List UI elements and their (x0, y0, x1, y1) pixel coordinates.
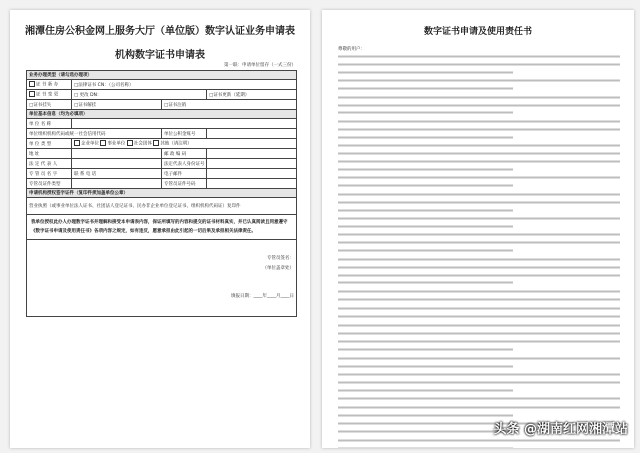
text-line (338, 240, 620, 246)
legal-rep-field[interactable] (72, 159, 162, 169)
text-paragraph (338, 232, 620, 253)
text-line (338, 388, 513, 394)
text-line (338, 62, 620, 68)
text-paragraph (338, 289, 620, 295)
text-paragraph (338, 306, 620, 312)
text-line (338, 70, 513, 76)
right-document-page (322, 10, 634, 448)
text-line (338, 192, 620, 198)
id-type-label: 专管员证件类型 (27, 179, 72, 189)
checkbox-icon[interactable] (100, 140, 106, 146)
text-paragraph (338, 356, 620, 369)
text-line (338, 372, 620, 378)
text-paragraph (338, 216, 620, 229)
text-line (338, 446, 513, 448)
section-business-type: 业务办理类型（请勾选办理项） (27, 71, 297, 80)
email-field[interactable] (207, 169, 297, 179)
text-line (338, 331, 620, 337)
manager-label: 专 管 员 名 字 (27, 169, 72, 179)
checkbox-icon (29, 91, 35, 97)
text-line (338, 216, 620, 222)
text-line (338, 200, 620, 206)
unit-code-label: 单位组织机构代码或统一社会信用代码 (27, 129, 162, 139)
phone-label: 联 系 电 话 (72, 169, 162, 179)
section-unit-info: 单位基本信息（均为必填项） (27, 110, 297, 119)
responsibility-title: 数字证书申请及使用责任书 (423, 27, 532, 37)
legal-id-label: 法定代表人身份证号 (162, 159, 207, 169)
text-line (338, 339, 620, 345)
option-new-cert[interactable]: 证 书 新 办 (27, 80, 72, 90)
text-line (338, 273, 620, 279)
signature-area (27, 240, 297, 317)
unit-acct-field[interactable] (207, 129, 297, 139)
text-line (338, 78, 620, 84)
text-line (338, 208, 513, 214)
text-line (338, 438, 620, 444)
text-line (338, 323, 620, 329)
text-paragraph (338, 297, 620, 303)
watermark: 头条 @湖南红网湘潭站 (493, 422, 628, 437)
checkbox-icon (29, 81, 35, 87)
text-line (338, 167, 513, 173)
section-sign-docs: 申请机构授权签字证件（复印件须加盖单位公章） (27, 189, 297, 198)
text-line (338, 103, 620, 109)
legal-id-field[interactable] (207, 159, 297, 169)
checkbox-icon[interactable] (153, 140, 159, 146)
text-line (338, 248, 513, 254)
text-line (338, 95, 620, 101)
text-line (338, 224, 513, 230)
text-line (338, 396, 620, 402)
text-line (338, 151, 620, 157)
address-label: 地 址 (27, 149, 72, 159)
text-paragraph (338, 438, 620, 448)
unit-name-field[interactable] (72, 119, 297, 129)
text-line (338, 380, 620, 386)
text-paragraph (338, 396, 620, 402)
text-line (338, 143, 620, 149)
text-line (338, 127, 620, 133)
unit-seal: （单位盖章处） (262, 266, 294, 271)
text-paragraph (338, 331, 620, 352)
change-cert-detail: □ 更改 DN： (72, 90, 207, 100)
unit-type-options: 企业单位 事业单位 社会团体 其他（请注明） (72, 139, 297, 149)
legal-rep-label: 法 定 代 表 人 (27, 159, 72, 169)
text-line (338, 413, 513, 419)
text-paragraph (338, 143, 620, 172)
copy-label: 第一联：申请单位留存（一式三份） (224, 63, 296, 68)
text-line (338, 86, 513, 92)
address-field[interactable] (72, 149, 162, 159)
checkbox-icon[interactable] (127, 140, 133, 146)
option-renew-cert[interactable]: □证书更新（延期） (207, 90, 297, 100)
text-line (338, 314, 620, 320)
text-line (338, 306, 620, 312)
postcode-field[interactable] (207, 149, 297, 159)
option-revoke-cert[interactable]: □证书注销 (162, 100, 297, 110)
text-line (338, 119, 620, 125)
new-cert-detail: □法律证书 CN：（公司名称） (72, 80, 297, 90)
text-line (338, 257, 620, 263)
fill-date[interactable]: 填报日期：____年____月____日 (231, 294, 294, 299)
postcode-label: 邮 政 编 码 (162, 149, 207, 159)
text-line (338, 429, 513, 435)
text-line (338, 297, 620, 303)
unit-acct-label: 单位公积金账号 (162, 129, 207, 139)
application-form-table (26, 70, 297, 317)
unit-name-label: 单 位 名 称 (27, 119, 72, 129)
text-line (338, 54, 620, 60)
text-line (338, 110, 513, 116)
left-document-page (10, 10, 310, 448)
option-lost-cert[interactable]: □证书挂失 (27, 100, 72, 110)
unit-type-label: 单 位 类 型 (27, 139, 72, 149)
option-change-cert[interactable]: 证 书 变 更 (27, 90, 72, 100)
salutation: 尊敬的用户： (338, 47, 365, 52)
text-paragraph (338, 405, 620, 418)
id-no-field[interactable] (207, 179, 297, 189)
text-line (338, 175, 620, 181)
text-line (338, 159, 620, 165)
form-title: 机构数字证书申请表 (115, 50, 205, 61)
text-paragraph (338, 314, 620, 320)
manager-signature[interactable]: 专管员签名： (267, 256, 294, 261)
left-page-title: 湘潭住房公积金网上服务大厅（单位版）数字认证业务申请表 (25, 26, 295, 37)
text-paragraph (338, 54, 620, 75)
id-type-field[interactable] (72, 179, 162, 189)
text-paragraph (338, 95, 620, 116)
text-line (338, 280, 513, 286)
text-line (338, 183, 513, 189)
text-paragraph (338, 372, 620, 393)
responsibility-body-text (338, 54, 620, 448)
text-line (338, 232, 620, 238)
text-line (338, 405, 620, 411)
text-paragraph (338, 257, 620, 286)
checkbox-icon[interactable] (74, 140, 80, 146)
text-paragraph (338, 323, 620, 329)
text-paragraph (338, 175, 620, 188)
sign-docs-note: 营业执照（或事业单位法人证书、社团法人登记证书、民办非企业单位登记证书、组织机构代码证）复印件 (27, 198, 297, 215)
text-paragraph (338, 192, 620, 213)
declaration-text: 我单位授权此办人办理数字证书并理解和接受本申请表内容，保证所填写的内容和提交的证书材料真实，并已认真阅读且同意遵守《数字证书申请及使用责任书》各项内容之规定，如有违反，愿意承担由此引起的一切后果及承担相关法律责任。 (27, 215, 297, 240)
text-line (338, 265, 620, 271)
text-paragraph (338, 119, 620, 140)
text-line (338, 289, 620, 295)
text-line (338, 135, 513, 141)
text-line (338, 364, 513, 370)
option-unlost-cert[interactable]: □证书解挂 (72, 100, 162, 110)
text-paragraph (338, 78, 620, 91)
text-line (338, 356, 620, 362)
text-line (338, 347, 513, 353)
id-no-label: 专管员证件号码 (162, 179, 207, 189)
email-label: 电子邮件 (162, 169, 207, 179)
